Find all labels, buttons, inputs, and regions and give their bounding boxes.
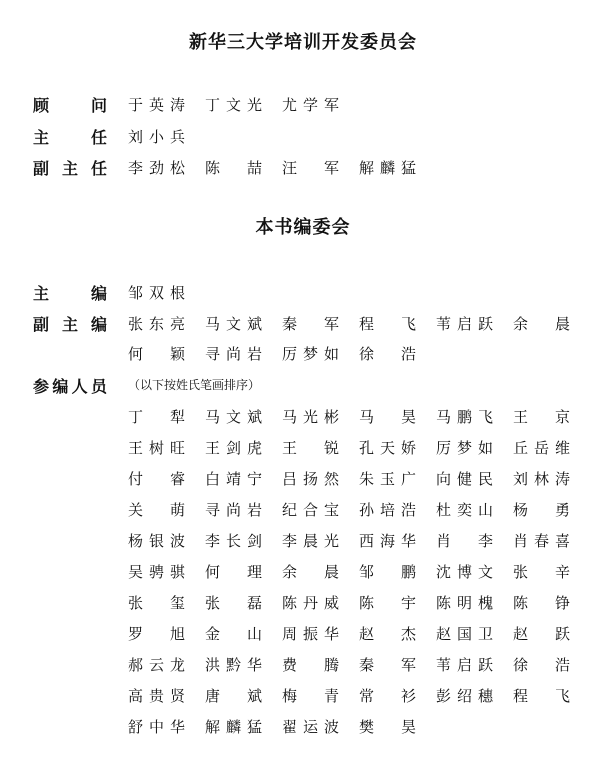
name-row [128,530,568,552]
person-name: 西 海 华 [359,532,416,550]
person-name: 余 晨 [282,563,339,581]
person-name: 杜 奕 山 [436,501,493,519]
person-name: 丘 岳 维 [513,439,570,457]
person-name: 关 萌 [128,501,185,519]
committee-role-label: 副 主 任 [33,159,107,178]
person-name: 张 玺 [128,594,185,612]
chief-editor-label: 主 编 [33,284,107,303]
name-row [128,282,568,304]
person-name: 唐 斌 [205,687,262,705]
person-name: 周 振 华 [282,625,339,643]
person-name: 马 光 彬 [282,408,339,426]
editorial-board-title: 本书编委会 [255,217,351,238]
person-name: 寻 尚 岩 [205,345,262,363]
name-row [128,126,568,148]
person-name: 李 长 剑 [205,532,262,550]
person-name: 陈 丹 威 [282,594,339,612]
person-name: 郝 云 龙 [128,656,185,674]
name-row [128,406,568,428]
person-name: 王 锐 [282,439,339,457]
committee-role-label: 顾 问 [33,96,107,115]
person-name: 纪 合 宝 [282,501,339,519]
person-name: 王 京 [513,408,570,426]
person-name: 李 晨 光 [282,532,339,550]
person-name: 赵 跃 [513,625,570,643]
person-name: 于 英 涛 [128,96,185,114]
name-row [128,654,568,676]
person-name: 王 树 旺 [128,439,185,457]
person-name: 厉 梦 如 [282,345,339,363]
person-name: 邹 鹏 [359,563,416,581]
person-name: 张 辛 [513,563,570,581]
person-name: 樊 昊 [359,718,416,736]
name-row [128,592,568,614]
members-label: 参 编 人 员 [33,377,107,396]
person-name: 彭 绍 穗 [436,687,493,705]
person-name: 何 颖 [128,345,185,363]
person-name: 苇 启 跃 [436,656,493,674]
person-name: 梅 青 [282,687,339,705]
person-name: 赵 国 卫 [436,625,493,643]
person-name: 张 磊 [205,594,262,612]
person-name: 寻 尚 岩 [205,501,262,519]
name-row [128,468,568,490]
name-row [128,157,568,179]
name-row [128,561,568,583]
person-name: 肖 李 [436,532,493,550]
person-name: 罗 旭 [128,625,185,643]
person-name: 杨 银 波 [128,532,185,550]
person-name: 肖 春 喜 [513,532,570,550]
person-name: 余 晨 [513,315,570,333]
person-name: 张 东 亮 [128,315,185,333]
person-name: 刘 林 涛 [513,470,570,488]
person-name: 厉 梦 如 [436,439,493,457]
person-name: 沈 博 文 [436,563,493,581]
person-name: 赵 杰 [359,625,416,643]
person-name: 程 飞 [513,687,570,705]
deputy-editors-label: 副 主 编 [33,315,107,334]
person-name: 马 昊 [359,408,416,426]
person-name: 吴 骋 骐 [128,563,185,581]
person-name: 丁 犁 [128,408,185,426]
person-name: 常 衫 [359,687,416,705]
person-name: 徐 浩 [359,345,416,363]
person-name: 汪 军 [282,159,339,177]
name-row [128,437,568,459]
person-name: 秦 军 [359,656,416,674]
person-name: 吕 扬 然 [282,470,339,488]
name-row [128,94,568,116]
person-name: 马 文 斌 [205,408,262,426]
person-name: 王 剑 虎 [205,439,262,457]
committee-role-label: 主 任 [33,128,107,147]
person-name: 解 麟 猛 [359,159,416,177]
person-name: 舒 中 华 [128,718,185,736]
person-name: 丁 文 光 [205,96,262,114]
person-name: 孙 培 浩 [359,501,416,519]
person-name: 陈 宇 [359,594,416,612]
name-row [128,343,568,365]
name-row [128,313,568,335]
person-name: 金 山 [205,625,262,643]
name-row [128,499,568,521]
person-name: 邹 双 根 [128,284,185,302]
person-name: 孔 天 娇 [359,439,416,457]
person-name: 苇 启 跃 [436,315,493,333]
person-name: 高 贵 贤 [128,687,185,705]
person-name: 程 飞 [359,315,416,333]
person-name: 尤 学 军 [282,96,339,114]
person-name: 翟 运 波 [282,718,339,736]
person-name: 费 腾 [282,656,339,674]
person-name: 马 鹏 飞 [436,408,493,426]
person-name: 秦 军 [282,315,339,333]
person-name: 洪 黔 华 [205,656,262,674]
person-name: 杨 勇 [513,501,570,519]
person-name: 付 睿 [128,470,185,488]
committee-title: 新华三大学培训开发委员会 [189,32,417,53]
person-name: 马 文 斌 [205,315,262,333]
person-name: 陈 铮 [513,594,570,612]
name-row [128,623,568,645]
person-name: 刘 小 兵 [128,128,185,146]
name-row [128,685,568,707]
person-name: 陈 明 槐 [436,594,493,612]
members-ordering-note: （以下按姓氏笔画排序） [128,378,261,392]
person-name: 徐 浩 [513,656,570,674]
person-name: 何 理 [205,563,262,581]
person-name: 陈 喆 [205,159,262,177]
person-name: 李 劲 松 [128,159,185,177]
person-name: 朱 玉 广 [359,470,416,488]
person-name: 白 靖 宁 [205,470,262,488]
person-name: 解 麟 猛 [205,718,262,736]
person-name: 向 健 民 [436,470,493,488]
name-row [128,716,568,738]
